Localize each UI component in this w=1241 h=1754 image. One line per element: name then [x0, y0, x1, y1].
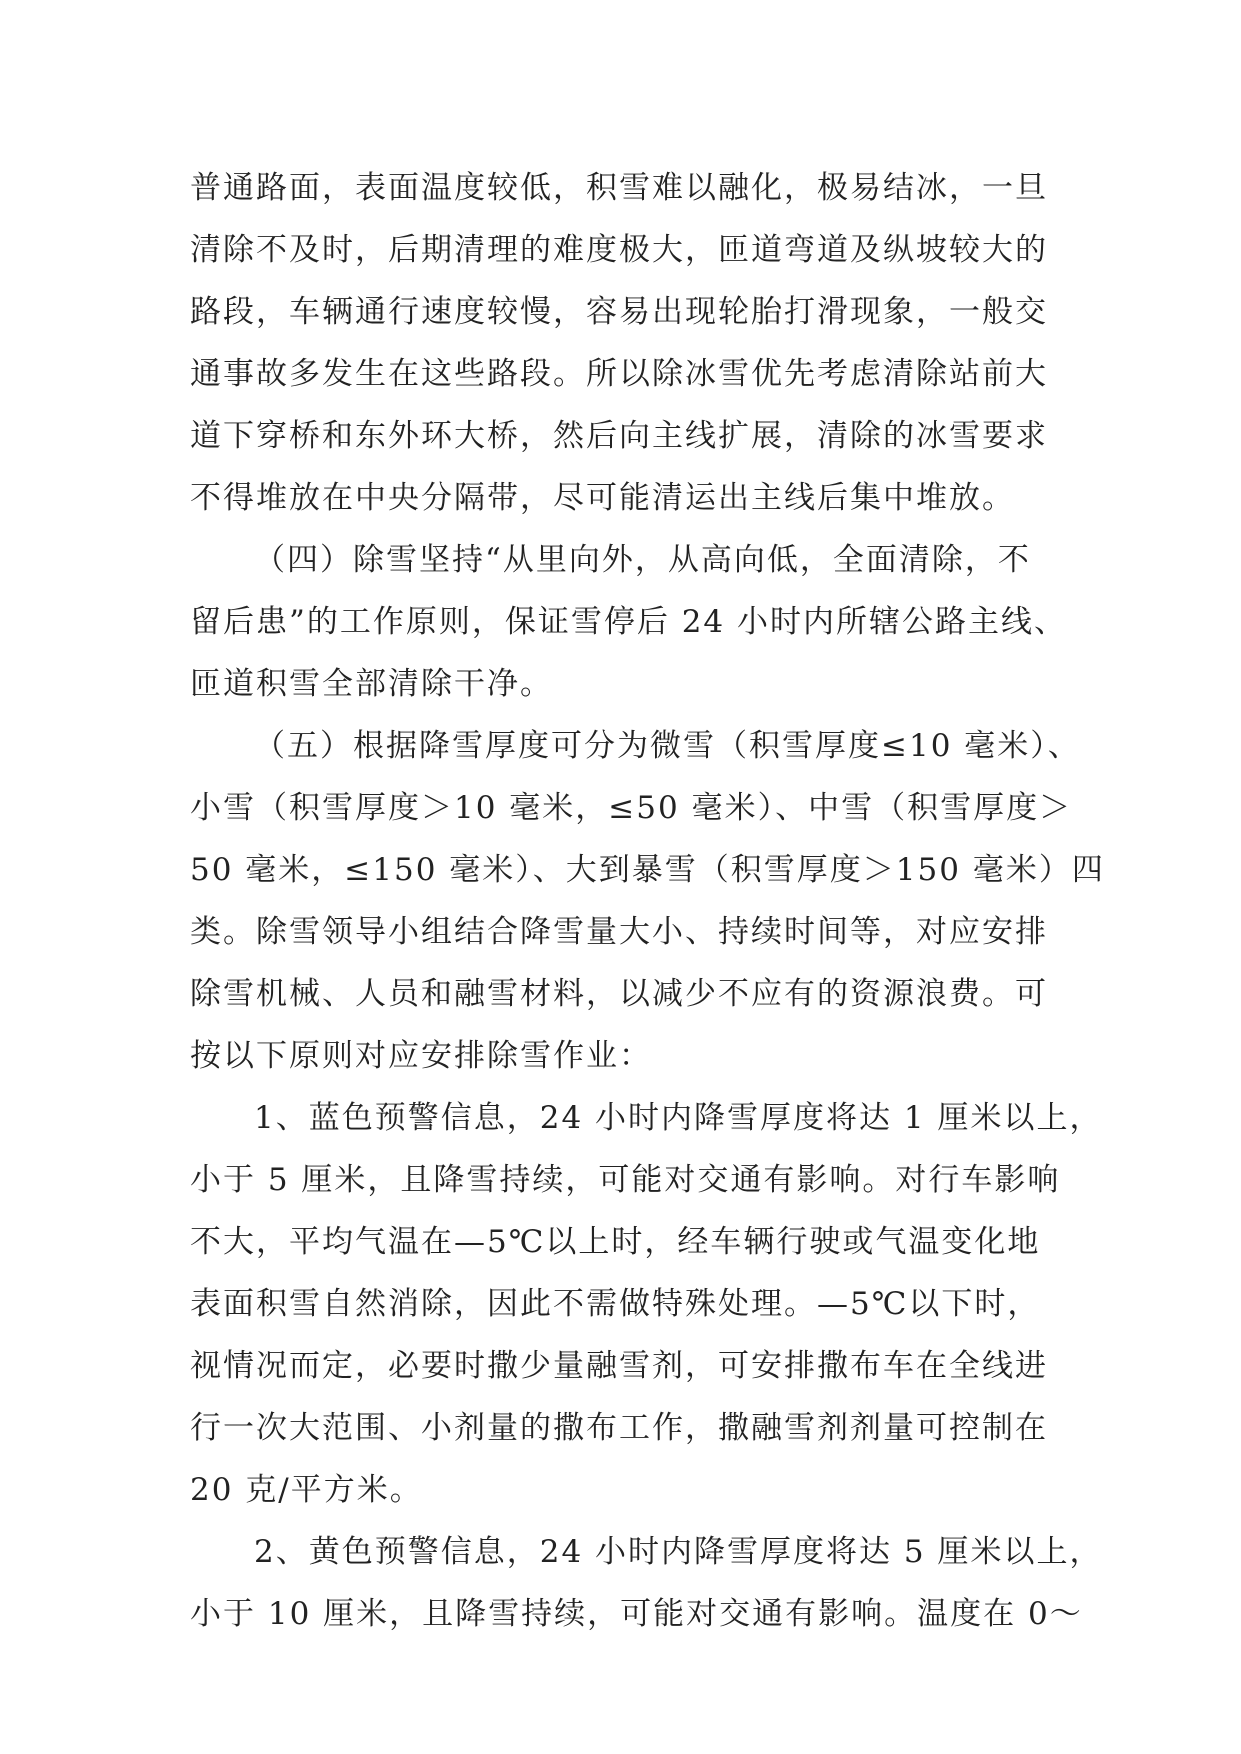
text-line: 按以下原则对应安排除雪作业：: [190, 1038, 652, 1074]
text-line: 留后患”的工作原则，保证雪停后 24 小时内所辖公路主线、: [190, 604, 1067, 640]
text-line: 除雪机械、人员和融雪材料，以减少不应有的资源浪费。可: [190, 976, 1048, 1012]
text-line: 小于 5 厘米，且降雪持续，可能对交通有影响。对行车影响: [190, 1162, 1061, 1198]
text-line: 行一次大范围、小剂量的撒布工作，撒融雪剂剂量可控制在: [190, 1410, 1048, 1446]
text-line: 匝道积雪全部清除干净。: [190, 666, 553, 702]
text-line: 视情况而定，必要时撒少量融雪剂，可安排撒布车在全线进: [190, 1348, 1048, 1384]
text-line: 1、蓝色预警信息，24 小时内降雪厚度将达 1 厘米以上，: [254, 1100, 1103, 1136]
text-line: 普通路面，表面温度较低，积雪难以融化，极易结冰，一旦: [190, 170, 1048, 206]
text-line: 2、黄色预警信息，24 小时内降雪厚度将达 5 厘米以上，: [254, 1534, 1103, 1570]
text-line: 道下穿桥和东外环大桥，然后向主线扩展，清除的冰雪要求: [190, 418, 1048, 454]
text-line: 不大，平均气温在—5℃以上时，经车辆行驶或气温变化地: [190, 1224, 1041, 1260]
text-line: 20 克/平方米。: [190, 1472, 423, 1508]
text-line: 小于 10 厘米，且降雪持续，可能对交通有影响。温度在 0～: [190, 1596, 1083, 1632]
text-line: 小雪（积雪厚度＞10 毫米，≤50 毫米）、中雪（积雪厚度＞: [190, 790, 1073, 826]
text-line: 表面积雪自然消除，因此不需做特殊处理。—5℃以下时，: [190, 1286, 1041, 1322]
text-line: 50 毫米，≤150 毫米）、大到暴雪（积雪厚度＞150 毫米）四: [190, 852, 1105, 888]
text-line: 通事故多发生在这些路段。所以除冰雪优先考虑清除站前大: [190, 356, 1048, 392]
text-line: （四）除雪坚持“从里向外，从高向低，全面清除，不: [254, 542, 1031, 578]
text-line: 类。除雪领导小组结合降雪量大小、持续时间等，对应安排: [190, 914, 1048, 950]
text-line: （五）根据降雪厚度可分为微雪（积雪厚度≤10 毫米）、: [254, 728, 1081, 764]
document-body: [190, 157, 1105, 1645]
text-line: 清除不及时，后期清理的难度极大，匝道弯道及纵坡较大的: [190, 232, 1048, 268]
text-line: 路段，车辆通行速度较慢，容易出现轮胎打滑现象，一般交: [190, 294, 1048, 330]
text-line: 不得堆放在中央分隔带，尽可能清运出主线后集中堆放。: [190, 480, 1015, 516]
